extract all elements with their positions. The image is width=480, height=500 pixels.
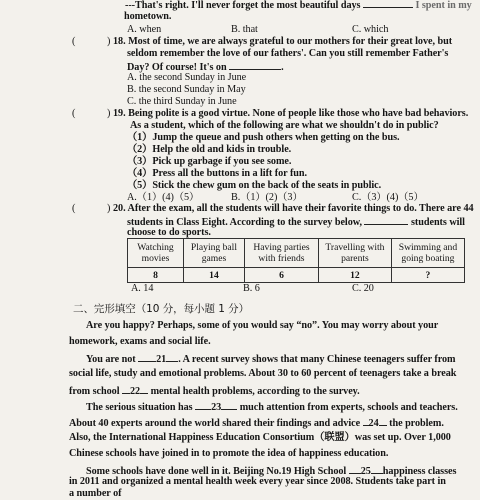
q19-answer-paren-open: ( <box>72 108 76 119</box>
passage-p4-line3: a number of <box>69 488 122 499</box>
passage-p4-line2: in 2011 and organized a mental health week every year since 2008. Students take part in <box>69 476 446 487</box>
passage-p3-line4: Chinese schools have joined in to promote the idea of happiness education. <box>69 448 389 459</box>
survey-value-cell: 12 <box>318 268 391 283</box>
survey-header-cell: Travelling with parents <box>318 239 391 268</box>
survey-value-row <box>128 268 465 283</box>
passage-p1-line2: homework, exams and social life. <box>69 336 211 347</box>
q18-line1: 18. Most of time, we are always grateful to our mothers for their great love, but <box>113 36 453 47</box>
survey-header-cell: Playing ball games <box>183 239 244 268</box>
passage-p3-line2: About 40 experts around the world shared their findings and advice 24 the problem. <box>69 418 444 429</box>
survey-value-cell: 6 <box>244 268 318 283</box>
q17-option-b[interactable]: B. that <box>231 24 258 35</box>
survey-table <box>127 238 465 283</box>
q17-option-c[interactable]: C. which <box>352 24 389 35</box>
q18-blank[interactable] <box>229 60 281 70</box>
q18-option-b[interactable]: B. the second Sunday in May <box>127 84 246 95</box>
q19-answer-paren-close[interactable]: ) <box>107 108 111 119</box>
blank-23[interactable]: 23 <box>211 402 222 413</box>
q20-blank[interactable] <box>364 215 408 225</box>
q18-line3: Day? Of course! It's on . <box>127 62 284 73</box>
survey-value-cell: 14 <box>183 268 244 283</box>
blank-25[interactable]: 25 <box>360 466 371 477</box>
passage-p1-line1: Are you happy? Perhaps, some of you would say “no”. You may worry about your <box>86 320 439 331</box>
survey-header-row <box>128 239 465 268</box>
passage-p2-line1: You are not 21 . A recent survey shows that many Chinese teenagers suffer from <box>86 354 456 365</box>
passage-p3-line1: The serious situation has 23 much attention from experts, schools and teachers. <box>86 402 458 413</box>
q20-option-a[interactable]: A. 14 <box>131 283 154 294</box>
q20-answer-paren-open: ( <box>72 203 76 214</box>
q18-answer-paren-open: ( <box>72 36 76 47</box>
q19-item-1: （1）Jump the queue and push others when getting on the bus. <box>127 132 400 143</box>
survey-value-cell: ? <box>391 268 464 283</box>
survey-header-cell: Watching movies <box>128 239 184 268</box>
q20-line3: choose to do sports. <box>127 227 211 238</box>
q18-option-a[interactable]: A. the second Sunday in June <box>127 72 247 83</box>
q19-line2: As a student, which of the following are what we shouldn't do in public? <box>130 120 439 131</box>
q18-line2: seldom remember the love of our fathers'. Can you still remember Father's <box>127 48 449 59</box>
passage-p2-line3: from school 22 mental health problems, according to the survey. <box>69 386 360 397</box>
q19-option-b[interactable]: B.（1）(2)（3） <box>231 192 303 203</box>
passage-p2-line2: social life, study and emotional problems. About 30 to 60 percent of teenagers take a break <box>69 368 457 379</box>
q19-option-a[interactable]: A.（1）(4)（5） <box>127 192 200 203</box>
q20-line1: 20. After the exam, all the students will have their favorite things to do. There are 44 <box>113 203 474 214</box>
q20-option-c[interactable]: C. 20 <box>352 283 374 294</box>
passage-p4-line1: Some schools have done well in it. Beijing No.19 High School 25 happiness classes <box>86 466 457 477</box>
survey-value-cell: 8 <box>128 268 184 283</box>
q19-item-3: （3）Pick up garbage if you see some. <box>127 156 292 167</box>
q19-item-4: （4）Press all the buttons in a lift for fun. <box>127 168 308 179</box>
q18-answer-paren-close[interactable]: ) <box>107 36 111 47</box>
q17-line2: hometown. <box>124 11 172 22</box>
q19-option-c[interactable]: C.（3）(4)（5） <box>352 192 424 203</box>
q20-line2: students in Class Eight. According to the survey below, students will <box>127 217 465 228</box>
q17-line1: ---That's right. I'll never forget the most beautiful days I spent in my <box>125 0 472 11</box>
q19-item-2: （2）Help the old and kids in trouble. <box>127 144 292 155</box>
blank-21[interactable]: 21 <box>156 354 167 365</box>
q20-option-b[interactable]: B. 6 <box>243 283 260 294</box>
q19-line1: 19. Being polite is a good virtue. None of people like those who have bad behaviors. <box>113 108 469 119</box>
q17-blank[interactable] <box>363 0 413 8</box>
q19-item-5: （5）Stick the chew gum on the back of the seats in public. <box>127 180 382 191</box>
q17-option-a[interactable]: A. when <box>127 24 162 35</box>
blank-24[interactable]: 24 <box>368 418 379 429</box>
blank-22[interactable]: 22 <box>129 386 141 397</box>
survey-header-cell: Swimming and going boating <box>391 239 464 268</box>
q18-option-c[interactable]: C. the third Sunday in June <box>127 96 237 107</box>
survey-header-cell: Having parties with friends <box>244 239 318 268</box>
q20-answer-paren-close[interactable]: ) <box>107 203 111 214</box>
section2-heading: 二、完形填空（10 分，每小题 1 分） <box>73 303 250 315</box>
passage-p3-line3: Also, the International Happiness Education Consortium（联盟）was set up. Over 1,000 <box>69 432 451 443</box>
